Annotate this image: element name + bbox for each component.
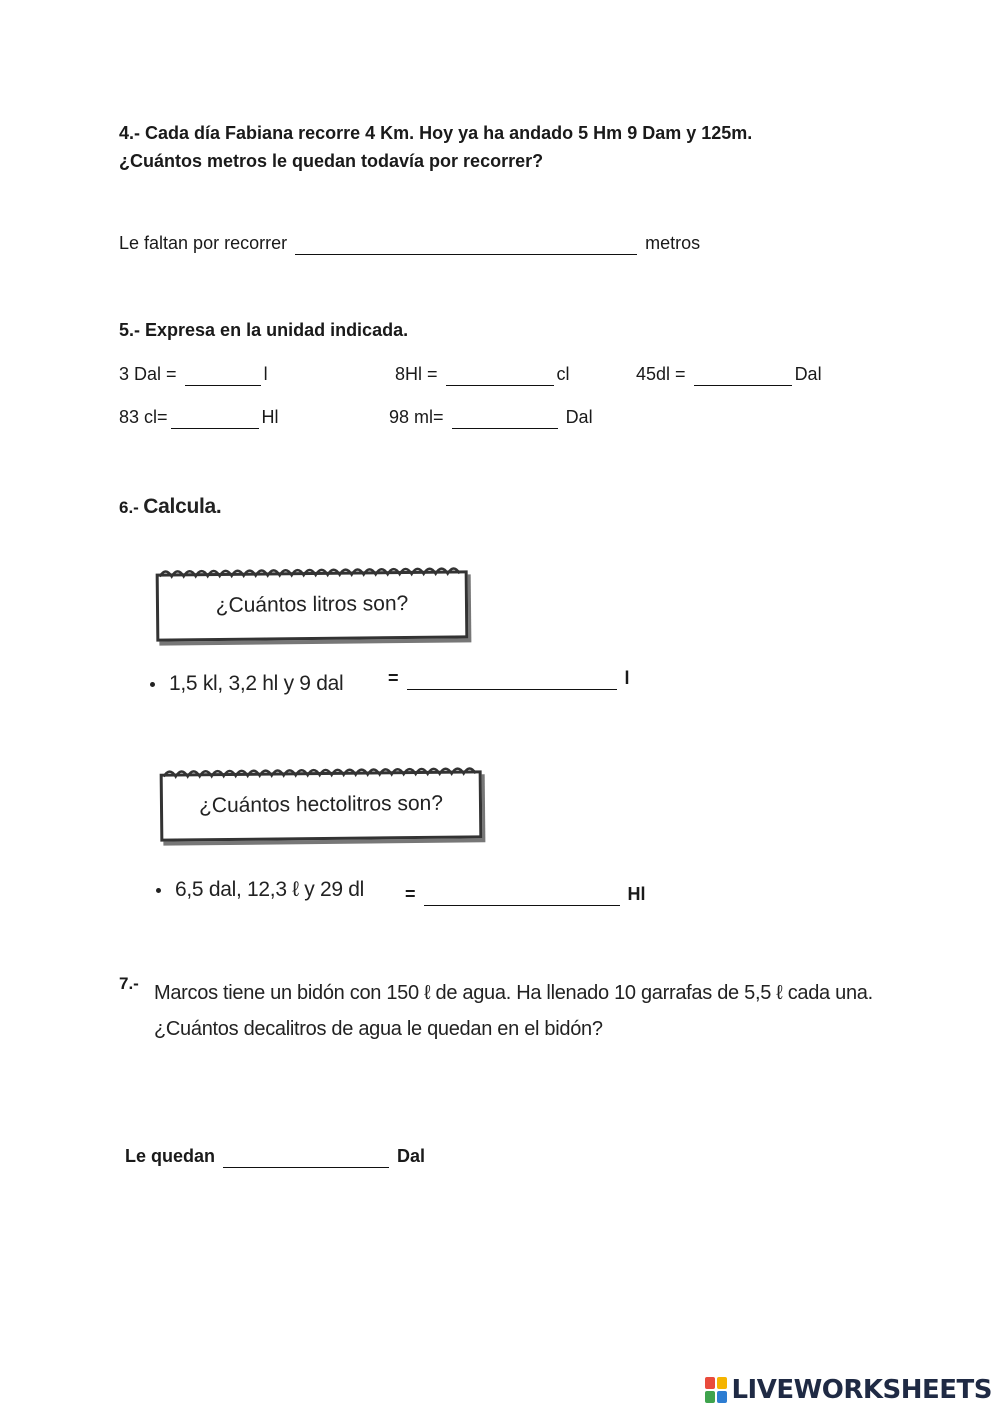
q5-item-1-prefix: 3 Dal =	[119, 364, 177, 384]
q6-card-hectoliters-text: ¿Cuántos hectolitros son?	[198, 791, 444, 818]
logo-mark-icon	[705, 1377, 727, 1403]
q5-item-4-input[interactable]	[171, 410, 259, 429]
q6-item-1-answer	[388, 668, 630, 690]
q4-answer-suffix: metros	[645, 233, 701, 253]
q7-line1: Marcos tiene un bidón con 150 ℓ de agua. Ha llenado 10 garrafas de 5,5 ℓ cada una.	[154, 982, 873, 1004]
q6-title: Calcula.	[143, 495, 222, 518]
q7-text	[154, 975, 873, 1047]
q6-item-1-equals: =	[388, 668, 399, 688]
q5-item-2-input[interactable]	[446, 367, 554, 386]
q6-item-2-text: 6,5 dal, 12,3 ℓ y 29 dl	[175, 878, 365, 901]
q6-item-2	[156, 878, 364, 902]
q6-item-1-unit: l	[624, 668, 630, 688]
q7-answer-suffix: Dal	[397, 1146, 426, 1166]
q5-item-4-prefix: 83 cl=	[119, 407, 168, 427]
q4-number: 4.-	[119, 123, 141, 143]
q7-number: 7.-	[119, 974, 139, 993]
q5-item-4	[119, 407, 279, 429]
q5-item-5-input[interactable]	[452, 410, 558, 429]
q4-answer-row	[119, 233, 700, 255]
q4-text-line1: Cada día Fabiana recorre 4 Km. Hoy ya ha andado 5 Hm 9 Dam y 125m.	[145, 123, 753, 143]
spiral-binding-icon	[156, 561, 468, 580]
q5-item-3-prefix: 45dl =	[636, 364, 686, 384]
liveworksheets-logo	[705, 1375, 992, 1405]
q5-item-3-input[interactable]	[694, 367, 792, 386]
q5-item-3-suffix: Dal	[794, 364, 822, 384]
q6-item-1-input[interactable]	[407, 671, 617, 690]
q5-item-2-suffix: cl	[556, 364, 570, 384]
q7-answer-row	[125, 1146, 425, 1168]
q4-text-line2: ¿Cuántos metros le quedan todavía por recorrer?	[119, 151, 544, 171]
q6-item-1	[150, 672, 343, 696]
q6-item-2-unit: Hl	[627, 884, 646, 904]
q4-answer-prefix: Le faltan por recorrer	[119, 233, 288, 253]
q5-item-2-prefix: 8Hl =	[395, 364, 438, 384]
question-4	[119, 119, 879, 175]
q4-answer-input[interactable]	[295, 236, 637, 255]
q5-item-4-suffix: Hl	[261, 407, 279, 427]
q5-item-5-prefix: 98 ml=	[389, 407, 444, 427]
q5-item-1	[119, 364, 268, 386]
q5-item-1-suffix: l	[263, 364, 268, 384]
q6-number: 6.-	[119, 498, 139, 517]
q7-line2: ¿Cuántos decalitros de agua le quedan en el bidón?	[154, 1018, 603, 1040]
q6-card-liters	[156, 570, 469, 641]
q7-answer-prefix: Le quedan	[125, 1146, 216, 1166]
q5-item-1-input[interactable]	[185, 367, 261, 386]
q6-item-1-text: 1,5 kl, 3,2 hl y 9 dal	[169, 672, 344, 695]
q6-card-liters-text: ¿Cuántos litros son?	[215, 591, 409, 618]
q5-item-2	[395, 364, 570, 386]
spiral-binding-icon	[160, 761, 482, 780]
q5-item-5-suffix: Dal	[565, 407, 593, 427]
q5-item-5	[389, 407, 593, 429]
q6-heading	[119, 495, 221, 519]
logo-text: LIVEWORKSHEETS	[731, 1375, 992, 1405]
q6-item-2-equals: =	[405, 884, 416, 904]
q5-title: 5.- Expresa en la unidad indicada.	[119, 320, 409, 340]
bullet-icon	[150, 682, 155, 687]
q5-item-3	[636, 364, 822, 386]
q7-answer-input[interactable]	[223, 1149, 389, 1168]
q6-card-hectoliters	[160, 770, 483, 841]
bullet-icon	[156, 888, 161, 893]
q6-item-2-input[interactable]	[424, 887, 620, 906]
q6-item-2-answer	[405, 884, 646, 906]
